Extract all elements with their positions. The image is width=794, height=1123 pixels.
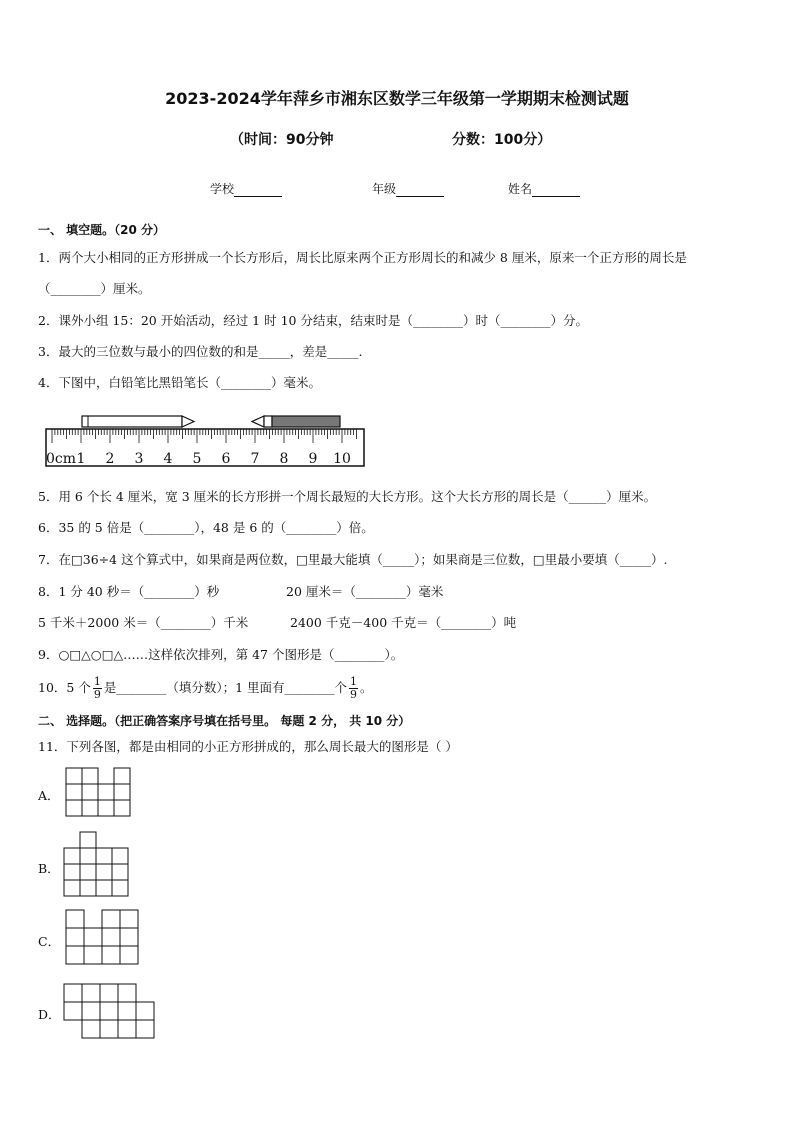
exam-title: 2023-2024学年萍乡市湘东区数学三年级第一学期期末检测试题: [165, 89, 629, 108]
option-a-figure[interactable]: [64, 766, 134, 820]
grade-label: 年级: [372, 182, 397, 196]
question-3: 3．最大的三位数与最小的四位数的和是_____，差是_____.: [38, 344, 363, 359]
option-c-label[interactable]: C．: [38, 934, 61, 949]
total-score: 分数：100分）: [452, 132, 552, 148]
question-8-b: 20 厘米＝（________）毫米: [286, 584, 444, 599]
question-10: 10．5 个 $\frac{1}{9}$ 是________（填分数）；1 里面有________个 $\frac{1}{9}$ 。: [38, 675, 373, 701]
school-field[interactable]: [210, 180, 282, 197]
fraction-one-ninth: $\frac{1}{9}$: [93, 675, 101, 701]
ruler-label: 5: [192, 451, 202, 467]
question-8-c: 5 千米＋2000 米＝（________）千米: [38, 615, 249, 630]
fraction-one-ninth-2: $\frac{1}{9}$: [350, 675, 358, 701]
question-8-a: 8．1 分 40 秒＝（________）秒: [38, 584, 220, 599]
grade-field[interactable]: [372, 180, 444, 197]
question-11: 11．下列各图，都是由相同的小正方形拼成的，那么周长最大的图形是（ ）: [38, 739, 458, 754]
white-pencil: [82, 416, 194, 427]
ruler-label: 6: [221, 451, 231, 467]
question-2: 2．课外小组 15：20 开始活动，经过 1 时 10 分结束，结束时是（________）时（________）分。: [38, 313, 588, 328]
option-b-figure[interactable]: [62, 830, 132, 900]
question-7: 7．在□36÷4 这个算式中，如果商是两位数，□里最大能填（_____）；如果商是三位数，□里最小要填（_____）.: [38, 552, 668, 567]
ruler-label: 1: [76, 451, 86, 467]
time-limit: （时间：90分钟: [230, 132, 334, 148]
black-pencil: [252, 416, 340, 427]
ruler-label: 9: [308, 451, 318, 467]
ruler-label: 7: [250, 451, 260, 467]
question-5: 5．用 6 个长 4 厘米，宽 3 厘米的长方形拼一个周长最短的大长方形。这个大长方形的周长是（______）厘米。: [38, 489, 657, 504]
ruler-label: 2: [105, 451, 115, 467]
ruler-label: 8: [279, 451, 289, 467]
question-1-line-1: 1．两个大小相同的正方形拼成一个长方形后，周长比原来两个正方形周长的和减少 8 厘米，原来一个正方形的周长是: [38, 250, 687, 265]
school-label: 学校: [210, 182, 235, 196]
option-a-label[interactable]: A．: [38, 788, 60, 803]
ruler-figure: [44, 410, 368, 468]
option-d-label[interactable]: D．: [38, 1007, 61, 1022]
question-4: 4．下图中，白铅笔比黑铅笔长（________）毫米。: [38, 375, 321, 390]
question-6: 6．35 的 5 倍是（________），48 是 6 的（________）倍。: [38, 520, 374, 535]
name-label: 姓名: [508, 182, 533, 196]
question-9: 9．○□△○□△……这样依次排列，第 47 个图形是（________）。: [38, 647, 404, 662]
ruler-label: 10: [333, 451, 351, 467]
question-1-line-2: （________）厘米。: [38, 281, 151, 296]
name-field[interactable]: [508, 180, 580, 197]
section-2-header: 二、 选择题。（把正确答案序号填在括号里。 每题 2 分， 共 10 分）: [38, 714, 411, 728]
option-c-figure[interactable]: [64, 908, 140, 970]
ruler-label: 4: [163, 451, 173, 467]
question-8-d: 2400 千克－400 千克＝（________）吨: [290, 615, 517, 630]
section-1-header: 一、 填空题。（20 分）: [38, 223, 166, 237]
ruler-label: 0cm: [46, 451, 77, 467]
option-d-figure[interactable]: [62, 982, 160, 1044]
option-b-label[interactable]: B．: [38, 861, 60, 876]
ruler-label: 3: [134, 451, 144, 467]
